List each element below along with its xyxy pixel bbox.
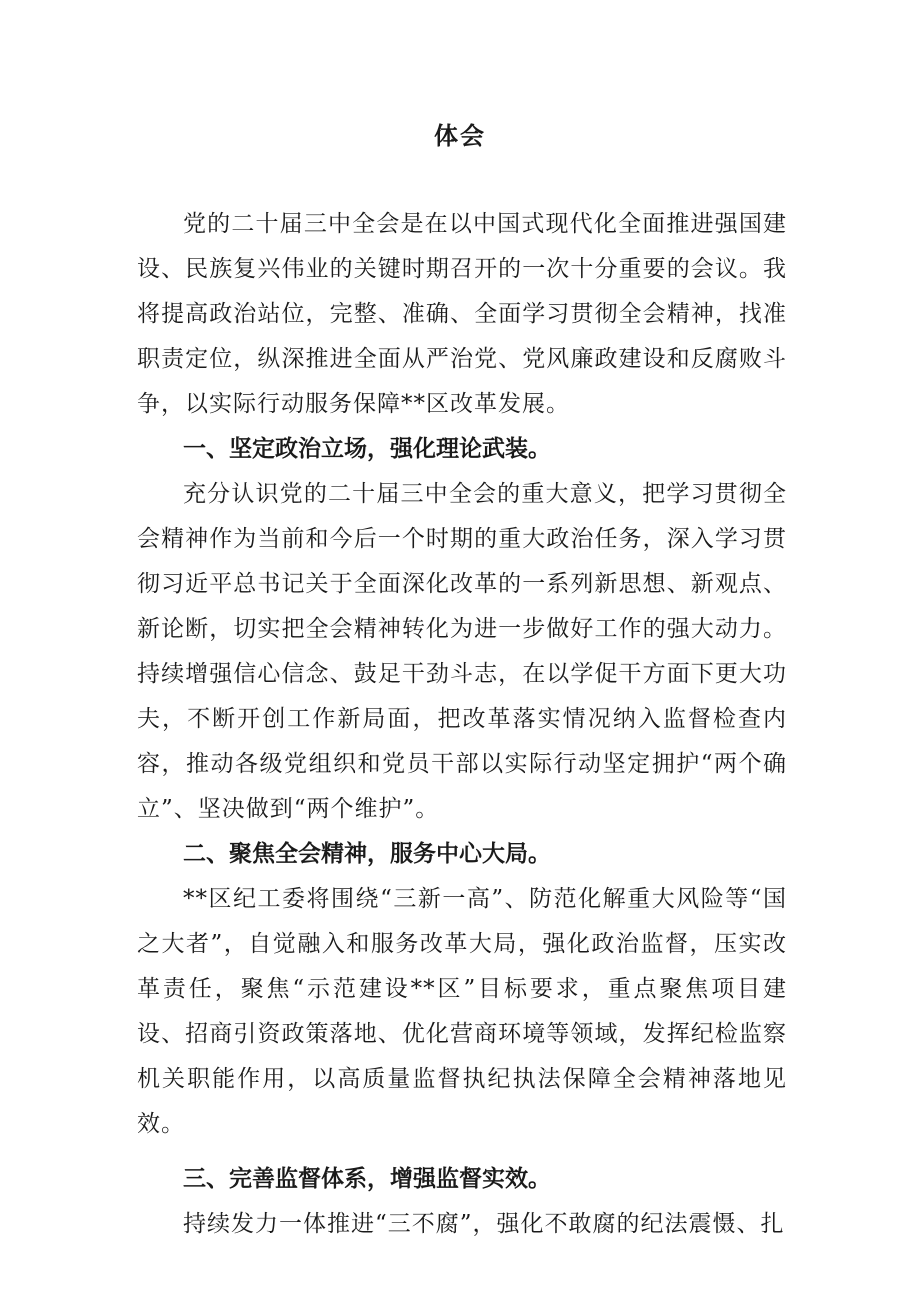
- section-gap: [137, 1147, 787, 1157]
- section-3-paragraph: 持续发力一体推进“三不腐”，强化不敢腐的纪法震慑、扎: [183, 1211, 785, 1237]
- section-1-heading: 一、坚定政治立场，强化理论武装。: [183, 436, 551, 462]
- section-2-paragraph: **区纪工委将围绕“三新一高”、防范化解重大风险等“国之大者”，自觉融入和服务改革大局，强化政治监督，压实改革责任，聚焦“示范建设**区”目标要求，重点聚焦项目建设、招商引资政策落地、优化营商环境等领域，发挥纪检监察机关职能作用，以高质量监督执纪执法保障全会精神落地见效。: [137, 886, 787, 1137]
- intro-paragraph: 党的二十届三中全会是在以中国式现代化全面推进强国建设、民族复兴伟业的关键时期召开的一次十分重要的会议。我将提高政治站位，完整、准确、全面学习贯彻全会精神，找准职责定位，纵深推进全面从严治党、党风廉政建设和反腐败斗争，以实际行动服务保障**区改革发展。: [137, 211, 787, 417]
- section-2-heading: 二、聚焦全会精神，服务中心大局。: [183, 841, 551, 867]
- document-body: [137, 202, 787, 1247]
- document-title: 体会: [434, 122, 486, 150]
- section-3-heading: 三、完善监督体系，增强监督实效。: [183, 1166, 551, 1192]
- section-1-paragraph: 充分认识党的二十届三中全会的重大意义，把学习贯彻全会精神作为当前和今后一个时期的重大政治任务，深入学习贯彻习近平总书记关于全面深化改革的一系列新思想、新观点、新论断，切实把全会精神转化为进一步做好工作的强大动力。持续增强信心信念、鼓足干劲斗志，在以学促干方面下更大功夫，不断开创工作新局面，把改革落实情况纳入监督检查内容，推动各级党组织和党员干部以实际行动坚定拥护“两个确立”、坚决做到“两个维护”。: [137, 481, 787, 822]
